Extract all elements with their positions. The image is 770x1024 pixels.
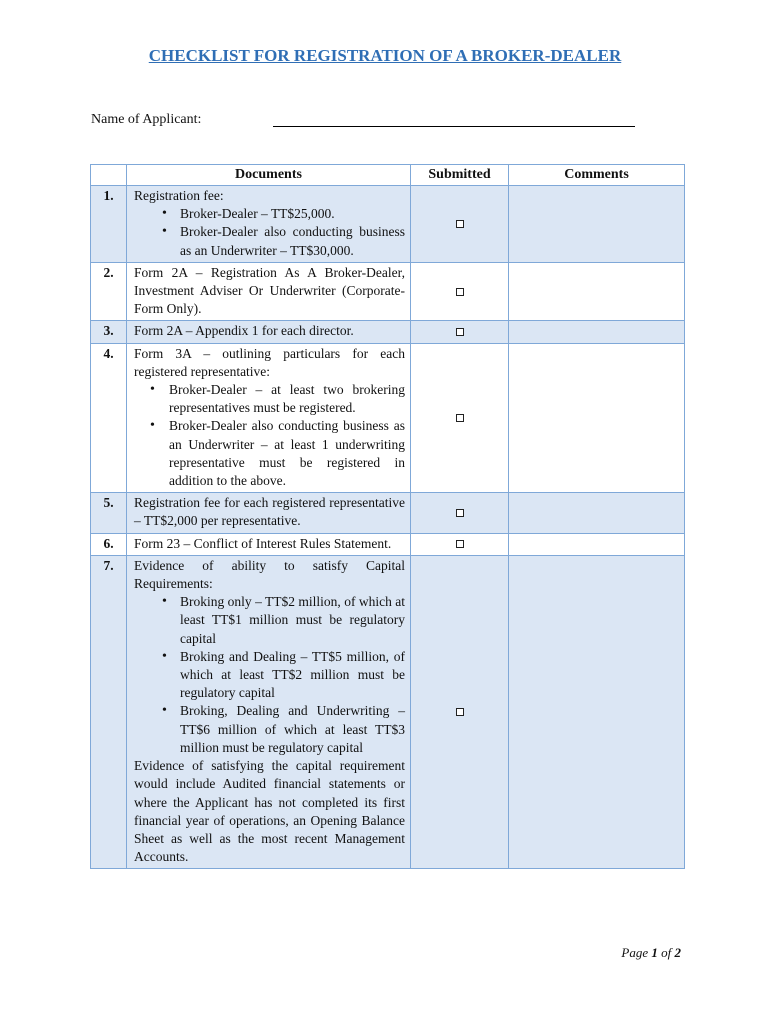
submitted-checkbox[interactable] bbox=[456, 708, 464, 716]
comments-cell[interactable] bbox=[509, 321, 685, 343]
page-word: Page bbox=[621, 945, 649, 960]
comments-cell[interactable] bbox=[509, 343, 685, 493]
document-title: CHECKLIST FOR REGISTRATION OF A BROKER-DEALER bbox=[148, 46, 622, 65]
row-intro: Form 23 – Conflict of Interest Rules Statement. bbox=[134, 535, 392, 551]
comments-cell[interactable] bbox=[509, 186, 685, 263]
list-item: • Broker-Dealer – at least two brokering representatives must be registered. bbox=[134, 381, 405, 417]
submitted-checkbox[interactable] bbox=[456, 509, 464, 517]
submitted-checkbox[interactable] bbox=[456, 328, 464, 336]
comments-cell[interactable] bbox=[509, 555, 685, 868]
table-row bbox=[91, 533, 685, 555]
table-row bbox=[91, 186, 685, 263]
table-row bbox=[91, 343, 685, 493]
table-row bbox=[91, 555, 685, 868]
submitted-cell bbox=[411, 343, 509, 493]
row-intro: Form 3A – outlining particulars for each registered representative: bbox=[134, 345, 405, 379]
comments-cell[interactable] bbox=[509, 533, 685, 555]
table-row bbox=[91, 262, 685, 321]
submitted-checkbox[interactable] bbox=[456, 540, 464, 548]
row-number: 7. bbox=[91, 555, 127, 868]
list-item: • Broking, Dealing and Underwriting – TT$6 million of which at least TT$3 million must be regulatory capital bbox=[134, 702, 405, 757]
submitted-cell bbox=[411, 262, 509, 321]
row-document bbox=[127, 262, 411, 321]
submitted-checkbox[interactable] bbox=[456, 414, 464, 422]
of-word: of bbox=[661, 945, 672, 960]
submitted-cell bbox=[411, 186, 509, 263]
submitted-cell bbox=[411, 555, 509, 868]
table-header-row bbox=[91, 165, 685, 186]
header-comments: Comments bbox=[509, 165, 685, 186]
list-item: • Broker-Dealer – TT$25,000. bbox=[134, 205, 405, 223]
row-document bbox=[127, 493, 411, 533]
row-document bbox=[127, 533, 411, 555]
submitted-cell bbox=[411, 321, 509, 343]
row-number: 6. bbox=[91, 533, 127, 555]
checklist-table bbox=[90, 164, 685, 869]
header-number bbox=[91, 165, 127, 186]
header-documents: Documents bbox=[127, 165, 411, 186]
row-number: 4. bbox=[91, 343, 127, 493]
applicant-label: Name of Applicant: bbox=[91, 112, 202, 127]
list-item: • Broking only – TT$2 million, of which at least TT$1 million must be regulatory capital bbox=[134, 593, 405, 648]
list-item: • Broker-Dealer also conducting business as an Underwriter – TT$30,000. bbox=[134, 223, 405, 259]
row-number: 2. bbox=[91, 262, 127, 321]
comments-cell[interactable] bbox=[509, 493, 685, 533]
row-document bbox=[127, 343, 411, 493]
row-intro: Form 2A – Appendix 1 for each director. bbox=[134, 323, 354, 339]
row-number: 3. bbox=[91, 321, 127, 343]
list-item: • Broker-Dealer also conducting business as an Underwriter – at least 1 underwriting representative must be registered in addition to the above. bbox=[134, 417, 405, 490]
page-footer bbox=[621, 945, 681, 961]
row-intro: Registration fee for each registered representative – TT$2,000 per representative. bbox=[134, 495, 405, 529]
row-document bbox=[127, 186, 411, 263]
comments-cell[interactable] bbox=[509, 262, 685, 321]
submitted-cell bbox=[411, 533, 509, 555]
row-document bbox=[127, 321, 411, 343]
row-number: 5. bbox=[91, 493, 127, 533]
row-document bbox=[127, 555, 411, 868]
row-number: 1. bbox=[91, 186, 127, 263]
submitted-checkbox[interactable] bbox=[456, 288, 464, 296]
header-submitted: Submitted bbox=[411, 165, 509, 186]
list-item: • Broking and Dealing – TT$5 million, of which at least TT$2 million must be regulatory capital bbox=[134, 648, 405, 703]
submitted-checkbox[interactable] bbox=[456, 220, 464, 228]
row-intro: Registration fee: bbox=[134, 188, 224, 203]
row-intro: Evidence of ability to satisfy Capital Requirements: bbox=[134, 557, 405, 592]
submitted-cell bbox=[411, 493, 509, 533]
page-total: 2 bbox=[674, 945, 681, 960]
table-row bbox=[91, 493, 685, 533]
applicant-name-line[interactable] bbox=[273, 126, 635, 127]
table-row bbox=[91, 321, 685, 343]
page-number: 1 bbox=[651, 945, 658, 960]
row-outro: Evidence of satisfying the capital requirement would include Audited financial statements or where the Applicant has not completed its first financial year of operations, an Opening Balance Sheet as well as the most recent Management Accounts. bbox=[134, 758, 405, 865]
row-intro: Form 2A – Registration As A Broker-Dealer, Investment Adviser Or Underwriter (Corporate-Form Only). bbox=[134, 264, 405, 317]
